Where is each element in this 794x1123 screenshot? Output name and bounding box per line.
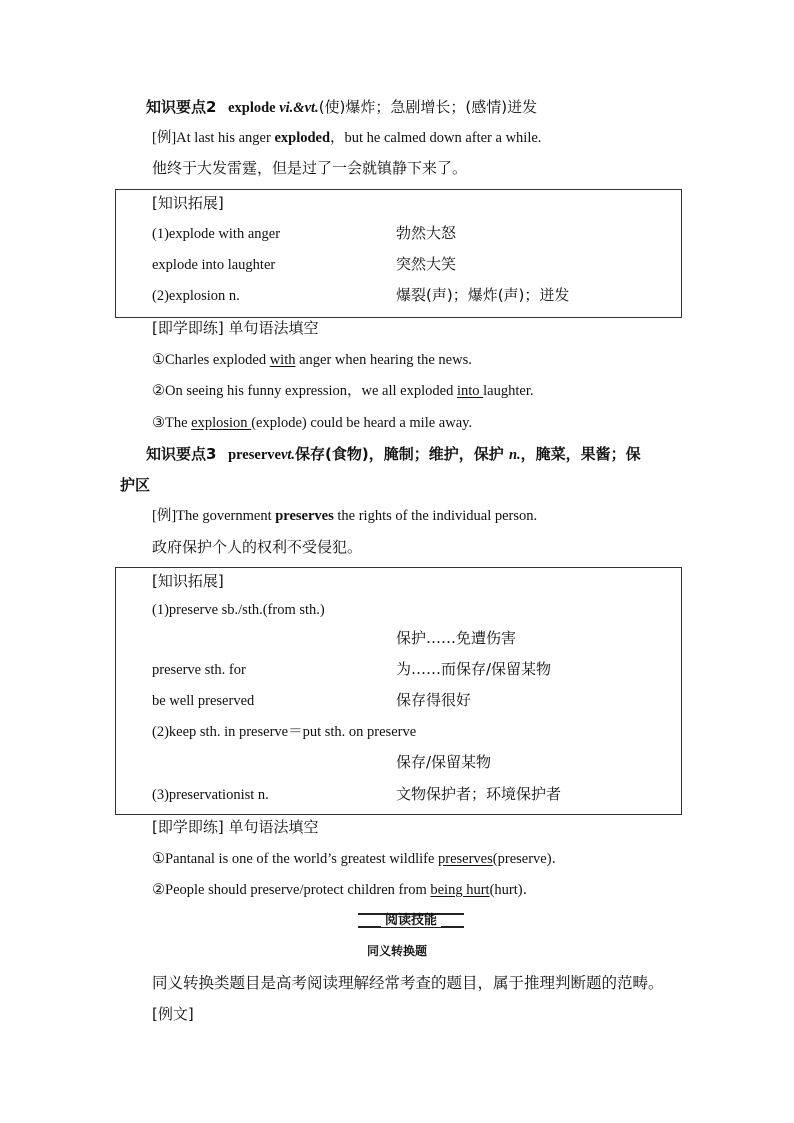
kp2-word: explode <box>228 100 276 116</box>
kp2-ext-item-cn: 勃然大怒 <box>396 224 457 242</box>
kp3-ext-title: [知识拓展] <box>152 572 224 590</box>
kp2-ext-item: (2)explosion n. <box>152 288 240 304</box>
kp2-practice-title: [即学即练] 单句语法填空 <box>152 319 319 337</box>
reading-example-tag: [例文] <box>152 1005 194 1023</box>
kp3-ext-item-cn: 保存/保留某物 <box>396 753 492 771</box>
reading-skill-banner <box>358 913 464 928</box>
kp2-ext-item-cn: 爆裂(声)；爆炸(声)；迸发 <box>396 286 570 304</box>
reading-subtitle: 同义转换题 <box>366 944 427 958</box>
kp2-ext-title: [知识拓展] <box>152 194 224 212</box>
kp3-ext-item-cn: 为……而保存/保留某物 <box>396 660 552 678</box>
kp3-practice-2: ②People should preserve/protect children from being hurt(hurt)． <box>152 882 538 898</box>
kp3-ext-item-cn: 保护……免遭伤害 <box>396 629 517 647</box>
reading-skill-title: 阅读技能 <box>381 915 441 927</box>
kp2-pos: vi.&vt. <box>279 100 319 116</box>
kp2-example-cn: 他终于大发雷霆，但是过了一会就镇静下来了。 <box>152 159 468 177</box>
kp3-heading-cont: 护区 <box>120 476 151 494</box>
answer-blank: preserves <box>438 851 493 867</box>
kp2-example: [例]At last his anger exploded，but he calmed down after a while. <box>152 130 542 146</box>
kp2-practice-2: ②On seeing his funny expression，we all exploded into laughter. <box>152 383 534 399</box>
kp3-ext-item: (2)keep sth. in preserve＝put sth. on preserve <box>152 724 417 740</box>
kp3-pos: vt. <box>280 447 296 463</box>
kp3-ext-item-cn: 文物保护者；环境保护者 <box>396 785 562 803</box>
kp3-word: preserve <box>228 447 281 463</box>
kp3-heading: 知识要点3 preservevt.保存(食物)，腌制；维护，保护 n.，腌菜，果酱；保 <box>146 445 641 463</box>
kp3-practice-1: ①Pantanal is one of the world’s greatest wildlife preserves(preserve)． <box>152 851 567 867</box>
kp2-meaning: (使)爆炸；急剧增长；(感情)迸发 <box>318 98 538 116</box>
answer-blank: being hurt <box>430 882 490 898</box>
reading-intro: 同义转换类题目是高考阅读理解经常考查的题目，属于推理判断题的范畴。 <box>152 974 664 992</box>
kp3-ext-item: be well preserved <box>152 693 255 709</box>
answer-blank: into <box>456 383 484 399</box>
kp3-label: 知识要点3 <box>146 445 217 463</box>
kp3-example-cn: 政府保护个人的权利不受侵犯。 <box>152 538 363 556</box>
kp3-example: [例]The government preserves the rights of the individual person. <box>152 508 538 524</box>
kp2-ext-item: explode into laughter <box>152 257 276 273</box>
kp2-practice-1: ①Charles exploded with anger when hearing the news. <box>152 352 472 368</box>
answer-blank: explosion <box>191 415 252 431</box>
kp2-practice-3: ③The explosion (explode) could be heard a mile away. <box>152 415 473 431</box>
answer-blank: with <box>269 352 296 368</box>
kp3-ext-item: (1)preserve sb./sth.(from sth.) <box>152 602 325 618</box>
kp2-ext-item: (1)explode with anger <box>152 226 281 242</box>
kp2-ext-item-cn: 突然大笑 <box>396 255 457 273</box>
kp3-ext-item-cn: 保存得很好 <box>396 691 472 709</box>
kp2-label: 知识要点2 <box>146 98 217 116</box>
kp3-ext-item: (3)preservationist n. <box>152 787 269 803</box>
kp2-heading <box>146 97 537 118</box>
kp3-practice-title: [即学即练] 单句语法填空 <box>152 818 319 836</box>
kp3-ext-item: preserve sth. for <box>152 662 246 678</box>
